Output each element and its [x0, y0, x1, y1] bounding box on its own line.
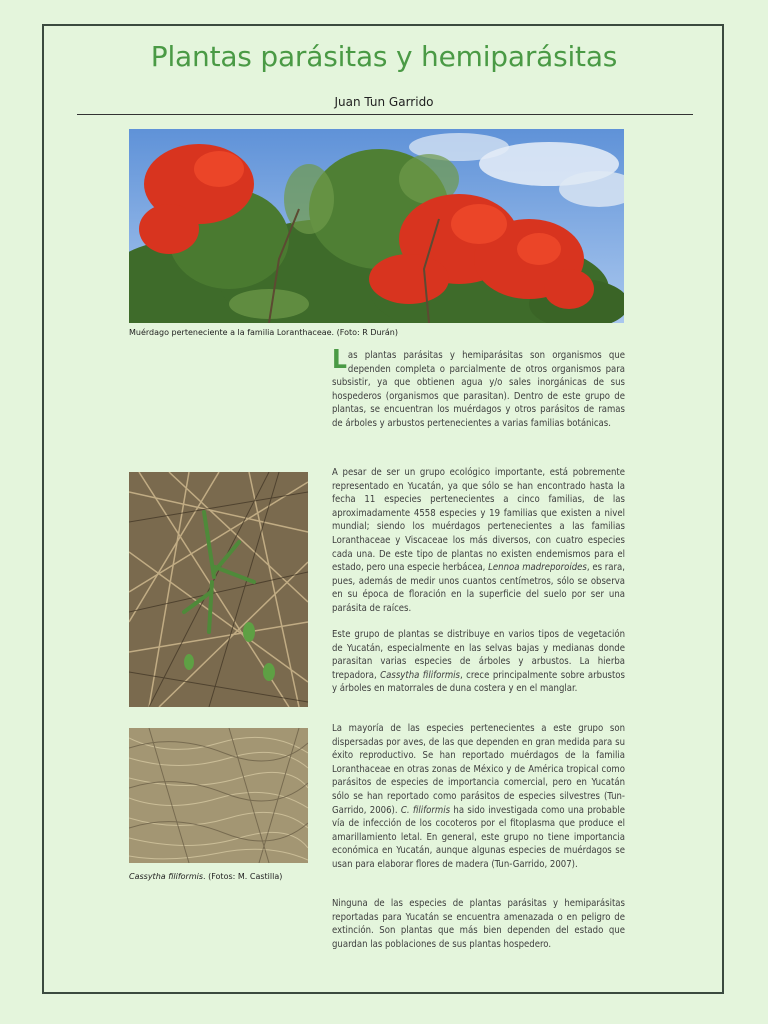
- paragraph-1: [332, 345, 625, 431]
- title-divider: [77, 114, 693, 115]
- caption-credit: . (Fotos: M. Castilla): [203, 872, 283, 881]
- species-lennoa: Lennoa madreporoides: [488, 562, 587, 574]
- paragraph-4: [332, 722, 625, 872]
- bottom-photo-caption: [129, 871, 319, 882]
- paragraph-3-text-a: Este grupo de plantas se distribuye en varios tipos de vegetación de Yucatán, especialmente en las selvas bajas y medianas donde parasitan varias especies de árboles y arbustos. La hierba trepadora,: [332, 629, 625, 681]
- paragraph-2: [332, 466, 625, 616]
- paragraph-3-text-b: , crece principalmente sobre arbustos y árboles en matorrales de duna costera y en el manglar.: [332, 669, 625, 695]
- paragraph-2-text-b: , es rara, pues, además de medir unos cuantos centímetros, sólo se observa en su época de floración en la superficie del suelo por ser una parásita de raíces.: [332, 562, 625, 614]
- species-cassytha: Cassytha filiformis: [380, 669, 460, 681]
- paragraph-2-text-a: A pesar de ser un grupo ecológico importante, está pobremente representado en Yucatán, ya que sólo se han encontrado hasta la fecha 11 especies pertenecientes a cinco familias, de las aproximadamente 4558 especies y 19 familias que existen a nivel mundial; siendo los muérdagos pertenecientes a las familias Loranthaceae y Viscaceae los más diversos, con cuatro especies cada una. De este tipo de plantas no existen endemismos para el estado, pero una especie herbácea,: [332, 467, 625, 574]
- paragraph-4-text-a: La mayoría de las especies pertenecientes a este grupo son dispersadas por aves, de las que dependen en gran medida para su éxito reproductivo. Se han reportado muérdagos de la familia Loranthaceae en otras zonas de México y de América tropical como parásitos de especies de importancia comercial, pero en Yucatán sólo se han reportado como parásitos de especies silvestres (Tun-Garrido, 2006).: [332, 723, 625, 816]
- species-c-filiformis: C. filiformis: [400, 804, 451, 816]
- paragraph-3: [332, 628, 625, 696]
- seedling-photo: [129, 472, 308, 707]
- mistletoe-tree-photo: [129, 129, 624, 323]
- paragraph-5: Ninguna de las especies de plantas parásitas y hemiparásitas reportadas para Yucatán se encuentra amenazada o en peligro de extinción. Son plantas que más bien dependen del estado que guardan las poblaciones de sus plantas hospedero.: [332, 898, 625, 950]
- paragraph-1-text: as plantas parásitas y hemiparásitas son organismos que dependen completa o parcialmente de otros organismos para subsistir, ya que obtienen agua y/o sales inorgánicas de sus hospederos (organismos que parasitan). Dentro de este grupo de plantas, se encuentran los muérdagos y otros parásitos de ramas de árboles y arbustos pertenecientes a varias familias botánicas.: [332, 350, 625, 429]
- paragraph-4-text-b: ha sido investigada como una probable vía de infección de los cocoteros por el fitoplasma que produce el amarillamiento letal. En general, este grupo no tiene importancia económica en Yucatán, aunque algunas especies de muérdagos se usan para elaborar flores de madera (Tun-Garrido, 2007).: [332, 804, 626, 870]
- top-photo-caption: Muérdago perteneciente a la familia Loranthaceae. (Foto: R Durán): [129, 328, 398, 337]
- cassytha-photo: [129, 728, 308, 863]
- caption-species-name: Cassytha filiformis: [129, 872, 204, 881]
- drop-cap: L: [332, 345, 347, 375]
- article-title: Plantas parásitas y hemiparásitas: [150, 40, 618, 73]
- article-author: Juan Tun Garrido: [334, 95, 434, 109]
